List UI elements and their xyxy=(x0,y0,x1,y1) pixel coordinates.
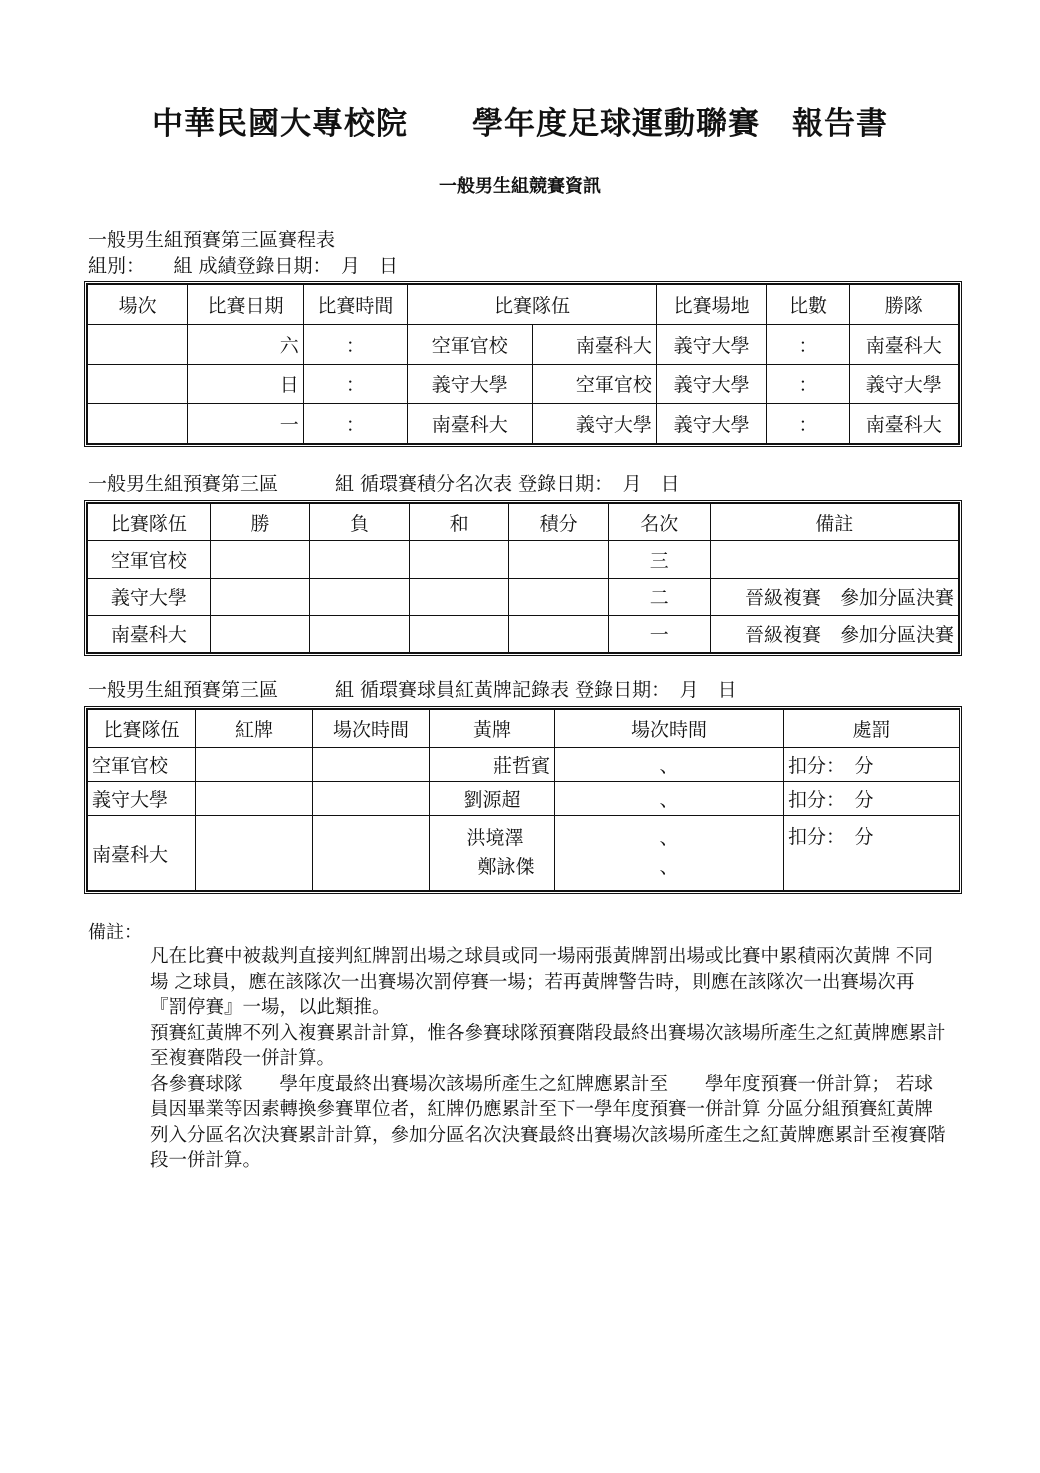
winner: 南臺科大 xyxy=(849,404,958,444)
yellow-card-players xyxy=(430,816,555,891)
team-b: 義守大學 xyxy=(532,404,656,444)
match-no xyxy=(88,364,188,404)
col-header: 勝隊 xyxy=(849,285,958,325)
losses xyxy=(310,615,410,652)
table-row xyxy=(88,324,959,364)
red-card-time xyxy=(313,816,430,891)
yellow-card-times xyxy=(555,816,784,891)
col-header: 負 xyxy=(310,504,410,541)
rank: 一 xyxy=(608,615,710,652)
col-header: 名次 xyxy=(608,504,710,541)
penalty: 扣分： 分 xyxy=(784,748,960,782)
schedule-subheading: 組別： 組 成績登錄日期： 月 日 xyxy=(88,255,399,277)
table-row xyxy=(88,748,960,782)
col-header: 比賽日期 xyxy=(188,285,303,325)
points xyxy=(509,578,609,615)
team-name: 義守大學 xyxy=(88,782,196,816)
team-b: 南臺科大 xyxy=(532,324,656,364)
standings-header-row xyxy=(88,504,959,541)
match-time: ： xyxy=(303,364,407,404)
schedule-heading: 一般男生組預賽第三區賽程表 xyxy=(88,229,336,251)
note-paragraph: 凡在比賽中被裁判直接判紅牌罰出場之球員或同一場兩張黃牌罰出場或比賽中累積兩次黃牌 不同場 之球員，應在該隊次一出賽場次罰停賽一場；若再黃牌警告時，則應在該隊次一出賽場次再『罰停賽』一場，以此類推。 xyxy=(150,946,933,1018)
points xyxy=(509,615,609,652)
note-paragraph: 預賽紅黃牌不列入複賽累計計算，惟各參賽球隊預賽階段最終出賽場次該場所產生之紅黃牌應累計至複賽階段一併計算。 xyxy=(150,1022,946,1069)
penalty: 扣分： 分 xyxy=(784,816,960,891)
notes-body xyxy=(150,944,950,1174)
standings-table xyxy=(84,500,962,656)
penalty: 扣分： 分 xyxy=(784,782,960,816)
yellow-card-player: 劉源超 xyxy=(430,782,555,816)
col-header: 比賽場地 xyxy=(656,285,766,325)
table-row xyxy=(88,541,959,578)
match-no xyxy=(88,324,188,364)
match-day: 六 xyxy=(188,324,303,364)
match-day: 日 xyxy=(188,364,303,404)
yellow-card-player: 洪境澤 xyxy=(466,827,524,849)
team-a: 空軍官校 xyxy=(408,324,532,364)
schedule-header-row xyxy=(88,285,959,325)
venue: 義守大學 xyxy=(656,364,766,404)
col-header: 紅牌 xyxy=(196,710,313,748)
team-name: 南臺科大 xyxy=(88,615,211,652)
notes-label: 備註： xyxy=(88,922,142,943)
score: ： xyxy=(767,324,849,364)
table-row xyxy=(88,364,959,404)
team-b: 空軍官校 xyxy=(532,364,656,404)
match-day: 一 xyxy=(188,404,303,444)
red-card-time xyxy=(313,782,430,816)
red-card xyxy=(196,782,313,816)
remark: 晉級複賽 參加分區決賽 xyxy=(710,578,958,615)
venue: 義守大學 xyxy=(656,324,766,364)
team-name: 空軍官校 xyxy=(88,541,211,578)
col-header: 和 xyxy=(409,504,509,541)
yellow-card-time: 、 xyxy=(659,827,679,849)
table-row xyxy=(88,615,959,652)
winner: 義守大學 xyxy=(849,364,958,404)
table-row xyxy=(88,578,959,615)
table-row xyxy=(88,816,960,891)
draws xyxy=(409,578,509,615)
col-header: 場次時間 xyxy=(313,710,430,748)
col-header: 場次 xyxy=(88,285,188,325)
winner: 南臺科大 xyxy=(849,324,958,364)
table-row xyxy=(88,404,959,444)
team-a: 義守大學 xyxy=(408,364,532,404)
score: ： xyxy=(767,404,849,444)
schedule-table xyxy=(84,281,962,447)
rank: 二 xyxy=(608,578,710,615)
match-time: ： xyxy=(303,404,407,444)
losses xyxy=(310,578,410,615)
col-header: 黃牌 xyxy=(430,710,555,748)
col-header: 勝 xyxy=(210,504,310,541)
red-card xyxy=(196,816,313,891)
col-header: 比賽隊伍 xyxy=(88,504,211,541)
yellow-card-player: 鄭詠傑 xyxy=(477,856,535,878)
remark xyxy=(710,541,958,578)
losses xyxy=(310,541,410,578)
rank: 三 xyxy=(608,541,710,578)
page-title: 中華民國大專校院 學年度足球運動聯賽 報告書 xyxy=(152,106,888,142)
col-header: 比賽時間 xyxy=(303,285,407,325)
wins xyxy=(210,615,310,652)
points xyxy=(509,541,609,578)
col-header: 處罰 xyxy=(784,710,960,748)
standings-heading: 一般男生組預賽第三區 組 循環賽積分名次表 登錄日期： 月 日 xyxy=(88,473,680,495)
col-header: 比賽隊伍 xyxy=(88,710,196,748)
team-name: 義守大學 xyxy=(88,578,211,615)
red-card-time xyxy=(313,748,430,782)
col-header: 場次時間 xyxy=(555,710,784,748)
team-name: 空軍官校 xyxy=(88,748,196,782)
yellow-card-time: 、 xyxy=(555,748,784,782)
cards-table xyxy=(84,706,962,894)
note-paragraph: 各參賽球隊 學年度最終出賽場次該場所產生之紅牌應累計至 學年度預賽一併計算； 若球員因畢業等因素轉換參賽單位者，紅牌仍應累計至下一學年度預賽一併計算 分區分組預賽紅黃牌列入分區名次決賽累計計算，參加分區名次決賽最終出賽場次該場所產生之紅黃牌應累計至複賽階段一併計算。 xyxy=(150,1073,946,1171)
yellow-card-player: 莊哲賓 xyxy=(430,748,555,782)
cards-header-row xyxy=(88,710,960,748)
yellow-card-time: 、 xyxy=(555,782,784,816)
col-header: 比數 xyxy=(767,285,849,325)
page-subtitle: 一般男生組競賽資訊 xyxy=(439,176,601,197)
draws xyxy=(409,615,509,652)
team-name: 南臺科大 xyxy=(88,816,196,891)
red-card xyxy=(196,748,313,782)
team-a: 南臺科大 xyxy=(408,404,532,444)
col-header: 積分 xyxy=(509,504,609,541)
wins xyxy=(210,578,310,615)
match-no xyxy=(88,404,188,444)
yellow-card-time: 、 xyxy=(659,856,679,878)
match-time: ： xyxy=(303,324,407,364)
draws xyxy=(409,541,509,578)
table-row xyxy=(88,782,960,816)
remark: 晉級複賽 參加分區決賽 xyxy=(710,615,958,652)
score: ： xyxy=(767,364,849,404)
wins xyxy=(210,541,310,578)
cards-heading: 一般男生組預賽第三區 組 循環賽球員紅黃牌記錄表 登錄日期： 月 日 xyxy=(88,679,737,701)
venue: 義守大學 xyxy=(656,404,766,444)
col-header: 比賽隊伍 xyxy=(408,285,657,325)
col-header: 備註 xyxy=(710,504,958,541)
